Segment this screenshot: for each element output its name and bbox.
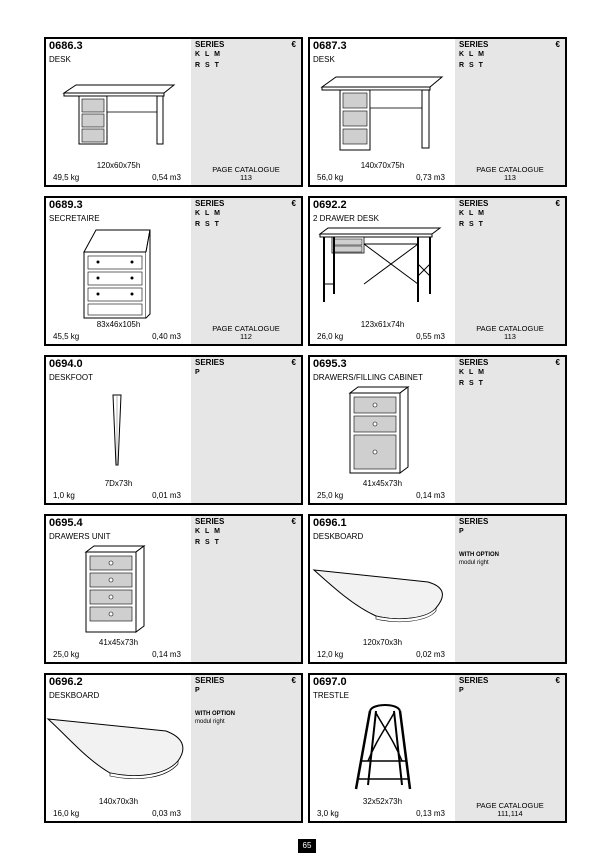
dimensions: 120x60x75h (96, 161, 141, 170)
series-panel (455, 198, 565, 344)
page-catalogue-ref: 111,114 (497, 809, 523, 818)
page-catalogue (455, 802, 565, 818)
series-label: SERIES (459, 517, 489, 526)
euro-icon: € (555, 676, 560, 685)
dimensions: 140x70x75h (360, 161, 405, 170)
page-catalogue-label: PAGE CATALOGUE (476, 165, 544, 174)
series-line-1: P (195, 369, 202, 376)
product-name: DRAWERS/FILLING CABINET (313, 373, 423, 382)
desk-illustration (46, 65, 191, 161)
volume: 0,03 m3 (152, 809, 181, 818)
weight: 16,0 kg (53, 809, 80, 818)
series-line-1: K L M (459, 369, 486, 376)
series-label: SERIES (195, 199, 225, 208)
dimensions: 123x61x74h (360, 320, 405, 329)
page-catalogue (191, 166, 301, 182)
volume: 0,02 m3 (416, 650, 445, 659)
euro-icon: € (555, 358, 560, 367)
product-card (44, 196, 303, 346)
desk-illustration (310, 65, 455, 161)
product-name: DESKBOARD (49, 691, 100, 700)
product-code: 0686.3 (49, 40, 83, 52)
product-card (308, 673, 567, 823)
product-code: 0695.4 (49, 517, 83, 529)
weight: 56,0 kg (317, 173, 344, 182)
option-label: WITH OPTION (459, 552, 499, 558)
option-detail: modul right (195, 719, 225, 725)
series-line-2: R S T (459, 221, 485, 228)
page-catalogue-ref: 113 (240, 173, 252, 182)
page-catalogue (455, 325, 565, 341)
dimensions: 32x52x73h (362, 797, 403, 806)
product-card (308, 196, 567, 346)
series-line-1: K L M (195, 51, 222, 58)
product-card (308, 37, 567, 187)
series-panel (455, 675, 565, 821)
volume: 0,73 m3 (416, 173, 445, 182)
series-line-1: K L M (195, 528, 222, 535)
series-line-1: K L M (195, 210, 222, 217)
series-label: SERIES (195, 40, 225, 49)
product-card (308, 514, 567, 664)
euro-icon: € (291, 40, 296, 49)
product-card (308, 355, 567, 505)
series-label: SERIES (195, 676, 225, 685)
drawers-unit-illustration (46, 542, 191, 638)
series-line-1: P (459, 528, 466, 535)
page-number: 65 (298, 839, 316, 853)
dimensions: 41x45x73h (362, 479, 403, 488)
page-catalogue-label: PAGE CATALOGUE (476, 801, 544, 810)
option-label: WITH OPTION (195, 711, 235, 717)
product-code: 0695.3 (313, 358, 347, 370)
euro-icon: € (291, 358, 296, 367)
product-card (44, 37, 303, 187)
product-name: DESKBOARD (313, 532, 364, 541)
deskboard-illustration (46, 701, 191, 797)
dimensions: 41x45x73h (98, 638, 139, 647)
series-panel (191, 198, 301, 344)
drawer-desk-illustration (310, 224, 455, 320)
series-line-1: P (195, 687, 202, 694)
series-line-1: P (459, 687, 466, 694)
euro-icon: € (291, 517, 296, 526)
volume: 0,14 m3 (416, 491, 445, 500)
product-name: DRAWERS UNIT (49, 532, 111, 541)
page-catalogue (455, 166, 565, 182)
series-panel (191, 516, 301, 662)
weight: 1,0 kg (53, 491, 75, 500)
weight: 12,0 kg (317, 650, 344, 659)
series-line-2: R S T (195, 62, 221, 69)
product-code: 0692.2 (313, 199, 347, 211)
weight: 25,0 kg (317, 491, 344, 500)
series-line-1: K L M (459, 51, 486, 58)
secretaire-illustration (46, 224, 191, 320)
volume: 0,14 m3 (152, 650, 181, 659)
dimensions: 140x70x3h (98, 797, 139, 806)
page-catalogue-ref: 112 (240, 332, 252, 341)
euro-icon: € (291, 199, 296, 208)
series-panel (191, 675, 301, 821)
series-label: SERIES (459, 676, 489, 685)
series-line-2: R S T (459, 380, 485, 387)
product-code: 0687.3 (313, 40, 347, 52)
product-name: DESK (313, 55, 335, 64)
dimensions: 83x46x105h (96, 320, 141, 329)
series-line-2: R S T (195, 539, 221, 546)
weight: 49,5 kg (53, 173, 80, 182)
series-label: SERIES (195, 358, 225, 367)
product-code: 0689.3 (49, 199, 83, 211)
product-name: DESKFOOT (49, 373, 94, 382)
series-label: SERIES (459, 40, 489, 49)
product-code: 0696.1 (313, 517, 347, 529)
product-card (44, 673, 303, 823)
weight: 3,0 kg (317, 809, 339, 818)
series-panel (455, 516, 565, 662)
euro-icon: € (555, 40, 560, 49)
dimensions: 120x70x3h (362, 638, 403, 647)
page-catalogue (191, 325, 301, 341)
page-catalogue-label: PAGE CATALOGUE (212, 165, 280, 174)
product-code: 0696.2 (49, 676, 83, 688)
product-name: SECRETAIRE (49, 214, 100, 223)
product-code: 0697.0 (313, 676, 347, 688)
product-name: DESK (49, 55, 71, 64)
volume: 0,54 m3 (152, 173, 181, 182)
series-panel (455, 357, 565, 503)
euro-icon: € (555, 199, 560, 208)
page-catalogue-ref: 113 (504, 173, 516, 182)
series-line-1: K L M (459, 210, 486, 217)
volume: 0,01 m3 (152, 491, 181, 500)
product-card (44, 355, 303, 505)
series-panel (455, 39, 565, 185)
page-catalogue-label: PAGE CATALOGUE (476, 324, 544, 333)
trestle-illustration (310, 701, 455, 797)
euro-icon: € (291, 676, 296, 685)
series-label: SERIES (459, 358, 489, 367)
product-name: TRESTLE (313, 691, 350, 700)
filing-cabinet-illustration (310, 383, 455, 479)
volume: 0,55 m3 (416, 332, 445, 341)
dimensions: 7Dx73h (104, 479, 133, 488)
series-panel (191, 357, 301, 503)
weight: 26,0 kg (317, 332, 344, 341)
product-card (44, 514, 303, 664)
page-catalogue-label: PAGE CATALOGUE (212, 324, 280, 333)
page-catalogue-ref: 113 (504, 332, 516, 341)
series-line-2: R S T (459, 62, 485, 69)
deskfoot-illustration (46, 383, 191, 479)
volume: 0,13 m3 (416, 809, 445, 818)
series-panel (191, 39, 301, 185)
option-detail: modul right (459, 560, 489, 566)
series-label: SERIES (459, 199, 489, 208)
deskboard-illustration (310, 542, 455, 638)
series-line-2: R S T (195, 221, 221, 228)
volume: 0,40 m3 (152, 332, 181, 341)
weight: 45,5 kg (53, 332, 80, 341)
series-label: SERIES (195, 517, 225, 526)
product-name: 2 DRAWER DESK (313, 214, 379, 223)
weight: 25,0 kg (53, 650, 80, 659)
product-code: 0694.0 (49, 358, 83, 370)
